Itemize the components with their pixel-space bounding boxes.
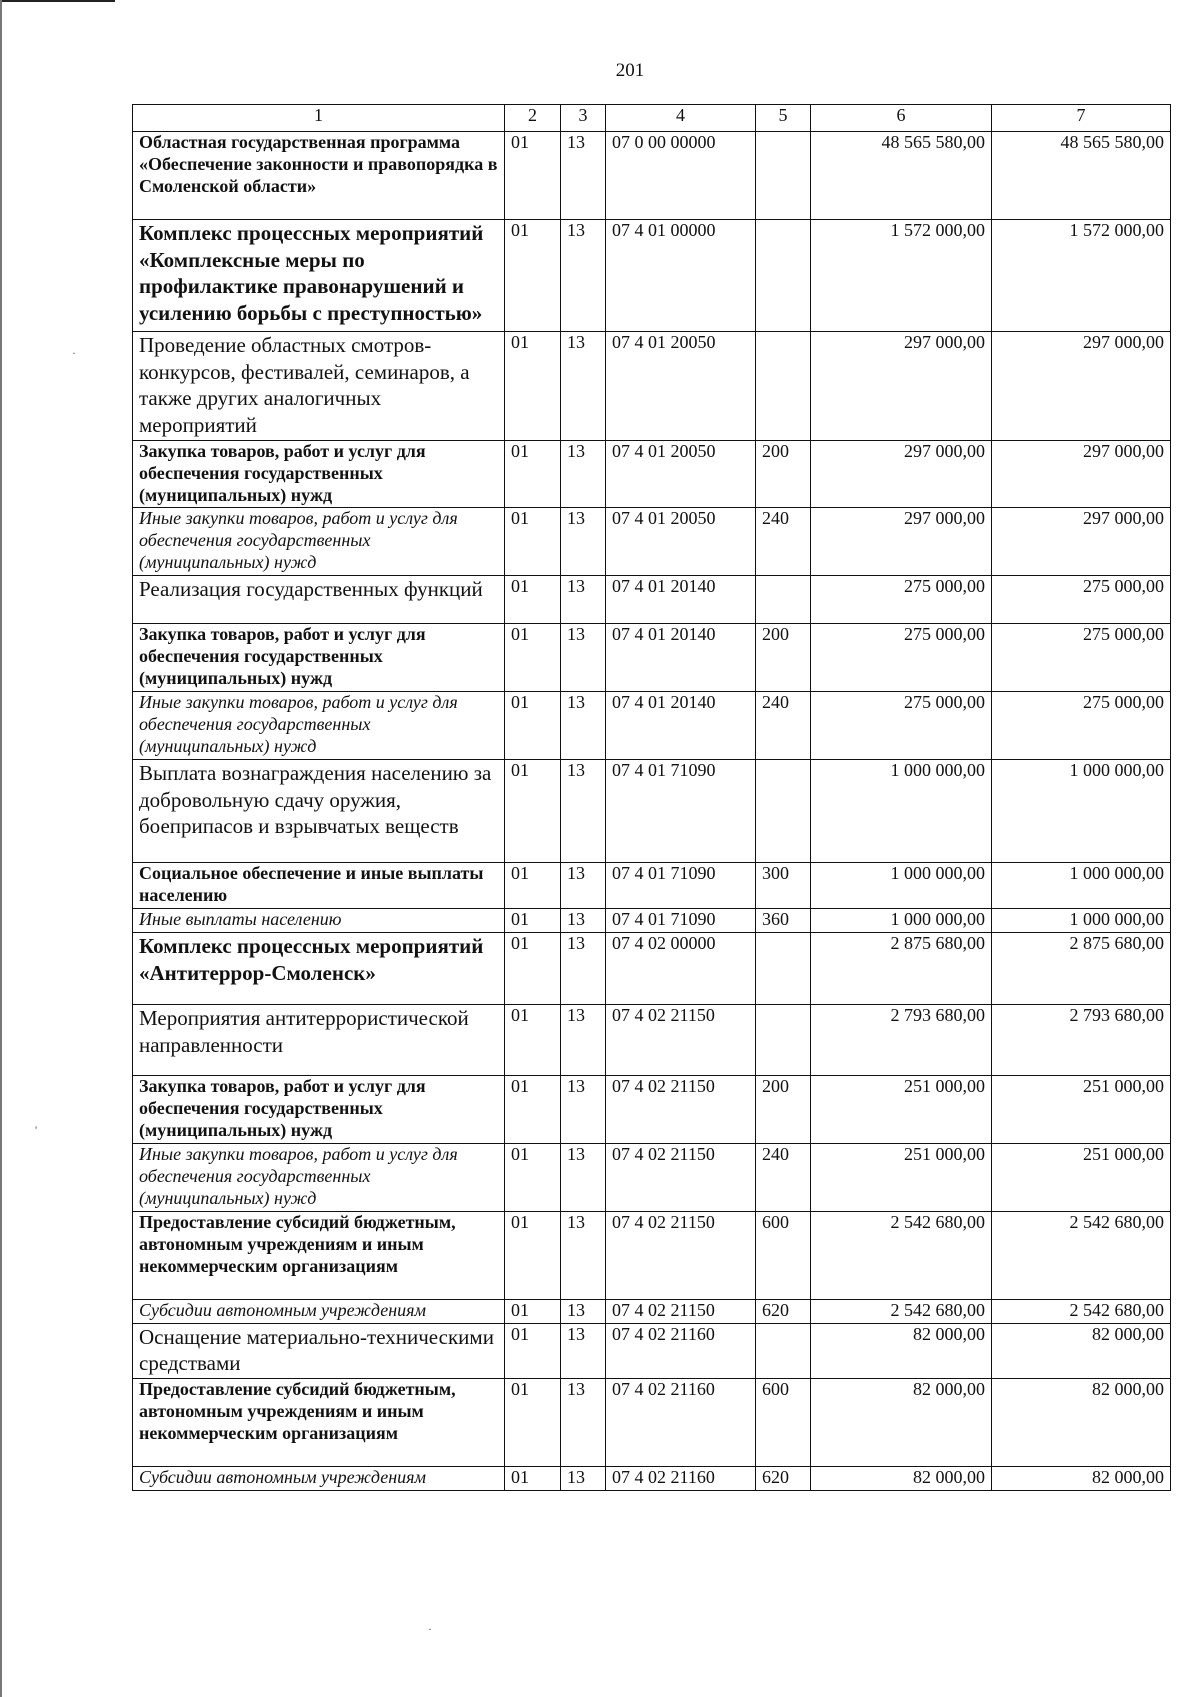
- cell-c5: 300: [756, 863, 811, 909]
- scan-border-left: [0, 0, 2, 1697]
- cell-c7: 2 542 680,00: [992, 1299, 1171, 1323]
- table-row: [133, 692, 1171, 760]
- cell-c5: 200: [756, 624, 811, 692]
- cell-c4: 07 4 02 21160: [606, 1378, 756, 1466]
- cell-c7: 275 000,00: [992, 576, 1171, 624]
- cell-c7: 251 000,00: [992, 1075, 1171, 1143]
- cell-c6: 2 793 680,00: [811, 1004, 992, 1075]
- cell-c2: 01: [505, 1323, 561, 1378]
- cell-c2: 01: [505, 760, 561, 863]
- cell-c6: 275 000,00: [811, 576, 992, 624]
- item-name-cell: Иные закупки товаров, работ и услуг для обеспечения государственных (муниципальных) нужд: [133, 508, 505, 576]
- cell-c6: 82 000,00: [811, 1378, 992, 1466]
- cell-c2: 01: [505, 508, 561, 576]
- cell-c2: 01: [505, 624, 561, 692]
- cell-c4: 07 4 02 21150: [606, 1211, 756, 1299]
- column-header: 5: [756, 105, 811, 132]
- cell-c5: [756, 932, 811, 1004]
- table-row: [133, 1143, 1171, 1211]
- cell-c2: 01: [505, 1211, 561, 1299]
- cell-c6: 2 542 680,00: [811, 1211, 992, 1299]
- table-row: [133, 508, 1171, 576]
- cell-c4: 07 4 02 21160: [606, 1466, 756, 1490]
- cell-c3: 13: [561, 1143, 606, 1211]
- cell-c3: 13: [561, 1378, 606, 1466]
- cell-c4: 07 4 01 20140: [606, 624, 756, 692]
- cell-c6: 275 000,00: [811, 692, 992, 760]
- cell-c5: 620: [756, 1466, 811, 1490]
- scan-border-top: [0, 0, 115, 2]
- cell-c2: 01: [505, 576, 561, 624]
- cell-c4: 07 4 02 21150: [606, 1299, 756, 1323]
- cell-c4: 07 4 01 20050: [606, 440, 756, 508]
- cell-c6: 1 000 000,00: [811, 760, 992, 863]
- cell-c2: 01: [505, 692, 561, 760]
- table-row: [133, 624, 1171, 692]
- cell-c6: 275 000,00: [811, 624, 992, 692]
- cell-c7: 82 000,00: [992, 1323, 1171, 1378]
- cell-c6: 251 000,00: [811, 1143, 992, 1211]
- table-row: [133, 1075, 1171, 1143]
- cell-c4: 07 4 01 71090: [606, 908, 756, 932]
- cell-c5: [756, 760, 811, 863]
- cell-c7: 2 793 680,00: [992, 1004, 1171, 1075]
- cell-c6: 82 000,00: [811, 1323, 992, 1378]
- cell-c5: 240: [756, 692, 811, 760]
- cell-c5: 200: [756, 440, 811, 508]
- table-row: [133, 440, 1171, 508]
- scan-speck: ·: [428, 1622, 432, 1636]
- cell-c7: 1 000 000,00: [992, 760, 1171, 863]
- cell-c5: [756, 132, 811, 220]
- cell-c7: 2 542 680,00: [992, 1211, 1171, 1299]
- cell-c3: 13: [561, 440, 606, 508]
- item-name-cell: Иные закупки товаров, работ и услуг для обеспечения государственных (муниципальных) нужд: [133, 692, 505, 760]
- cell-c4: 07 4 02 21160: [606, 1323, 756, 1378]
- cell-c2: 01: [505, 440, 561, 508]
- cell-c6: 251 000,00: [811, 1075, 992, 1143]
- table-row: [133, 220, 1171, 332]
- table-row: [133, 576, 1171, 624]
- cell-c4: 07 4 02 21150: [606, 1143, 756, 1211]
- cell-c7: 82 000,00: [992, 1378, 1171, 1466]
- table-row: [133, 760, 1171, 863]
- scan-speck: ': [35, 1123, 38, 1137]
- cell-c4: 07 4 01 20050: [606, 508, 756, 576]
- cell-c6: 82 000,00: [811, 1466, 992, 1490]
- cell-c4: 07 4 01 20140: [606, 576, 756, 624]
- page-number: 201: [615, 60, 645, 81]
- cell-c3: 13: [561, 1075, 606, 1143]
- cell-c7: 1 000 000,00: [992, 908, 1171, 932]
- cell-c7: 275 000,00: [992, 624, 1171, 692]
- cell-c5: 240: [756, 1143, 811, 1211]
- cell-c4: 07 4 01 00000: [606, 220, 756, 332]
- cell-c4: 07 4 02 00000: [606, 932, 756, 1004]
- cell-c3: 13: [561, 332, 606, 441]
- cell-c3: 13: [561, 760, 606, 863]
- cell-c3: 13: [561, 576, 606, 624]
- cell-c4: 07 0 00 00000: [606, 132, 756, 220]
- cell-c3: 13: [561, 932, 606, 1004]
- item-name-cell: Предоставление субсидий бюджетным, автономным учреждениям и иным некоммерческим организациям: [133, 1378, 505, 1466]
- item-name-cell: Социальное обеспечение и иные выплаты населению: [133, 863, 505, 909]
- cell-c5: 600: [756, 1211, 811, 1299]
- table-row: [133, 908, 1171, 932]
- budget-table: [132, 104, 1171, 1491]
- cell-c3: 13: [561, 1323, 606, 1378]
- cell-c7: 297 000,00: [992, 332, 1171, 441]
- cell-c5: [756, 220, 811, 332]
- cell-c7: 297 000,00: [992, 508, 1171, 576]
- cell-c7: 297 000,00: [992, 440, 1171, 508]
- table-header: [133, 105, 1171, 132]
- cell-c3: 13: [561, 1466, 606, 1490]
- cell-c2: 01: [505, 1143, 561, 1211]
- cell-c5: 360: [756, 908, 811, 932]
- cell-c2: 01: [505, 132, 561, 220]
- cell-c3: 13: [561, 508, 606, 576]
- cell-c3: 13: [561, 863, 606, 909]
- item-name-cell: Комплекс процессных мероприятий «Комплексные меры по профилактике правонарушений и усилению борьбы с преступностью»: [133, 220, 505, 332]
- item-name-cell: Выплата вознаграждения населению за добровольную сдачу оружия, боеприпасов и взрывчатых веществ: [133, 760, 505, 863]
- item-name-cell: Иные выплаты населению: [133, 908, 505, 932]
- cell-c6: 297 000,00: [811, 508, 992, 576]
- item-name-cell: Мероприятия антитеррористической направленности: [133, 1004, 505, 1075]
- cell-c3: 13: [561, 692, 606, 760]
- item-name-cell: Оснащение материально-техническими средствами: [133, 1323, 505, 1378]
- table-row: [133, 1004, 1171, 1075]
- cell-c3: 13: [561, 220, 606, 332]
- cell-c4: 07 4 02 21150: [606, 1004, 756, 1075]
- cell-c2: 01: [505, 332, 561, 441]
- cell-c2: 01: [505, 932, 561, 1004]
- header-row: [133, 105, 1171, 132]
- cell-c4: 07 4 02 21150: [606, 1075, 756, 1143]
- cell-c7: 1 572 000,00: [992, 220, 1171, 332]
- cell-c6: 1 572 000,00: [811, 220, 992, 332]
- cell-c3: 13: [561, 1299, 606, 1323]
- cell-c6: 2 542 680,00: [811, 1299, 992, 1323]
- column-header: 6: [811, 105, 992, 132]
- table-row: [133, 1211, 1171, 1299]
- cell-c4: 07 4 01 71090: [606, 760, 756, 863]
- scan-speck: ·: [72, 346, 76, 360]
- cell-c3: 13: [561, 1004, 606, 1075]
- cell-c7: 251 000,00: [992, 1143, 1171, 1211]
- table-row: [133, 1299, 1171, 1323]
- cell-c2: 01: [505, 1466, 561, 1490]
- item-name-cell: Субсидии автономным учреждениям: [133, 1299, 505, 1323]
- cell-c3: 13: [561, 132, 606, 220]
- item-name-cell: Закупка товаров, работ и услуг для обеспечения государственных (муниципальных) нужд: [133, 624, 505, 692]
- column-header: 3: [561, 105, 606, 132]
- column-header: 4: [606, 105, 756, 132]
- cell-c5: [756, 1004, 811, 1075]
- cell-c6: 297 000,00: [811, 440, 992, 508]
- cell-c3: 13: [561, 908, 606, 932]
- cell-c2: 01: [505, 1299, 561, 1323]
- item-name-cell: Комплекс процессных мероприятий «Антитеррор-Смоленск»: [133, 932, 505, 1004]
- cell-c5: [756, 332, 811, 441]
- cell-c7: 48 565 580,00: [992, 132, 1171, 220]
- cell-c5: 600: [756, 1378, 811, 1466]
- cell-c6: 1 000 000,00: [811, 908, 992, 932]
- cell-c5: 240: [756, 508, 811, 576]
- item-name-cell: Иные закупки товаров, работ и услуг для обеспечения государственных (муниципальных) нужд: [133, 1143, 505, 1211]
- cell-c5: [756, 1323, 811, 1378]
- cell-c4: 07 4 01 20050: [606, 332, 756, 441]
- cell-c5: 200: [756, 1075, 811, 1143]
- cell-c6: 2 875 680,00: [811, 932, 992, 1004]
- item-name-cell: Проведение областных смотров-конкурсов, фестивалей, семинаров, а также других аналогичных мероприятий: [133, 332, 505, 441]
- table-row: [133, 1378, 1171, 1466]
- item-name-cell: Реализация государственных функций: [133, 576, 505, 624]
- cell-c2: 01: [505, 220, 561, 332]
- cell-c5: [756, 576, 811, 624]
- table-row: [133, 932, 1171, 1004]
- cell-c2: 01: [505, 1378, 561, 1466]
- cell-c5: 620: [756, 1299, 811, 1323]
- cell-c2: 01: [505, 863, 561, 909]
- cell-c6: 1 000 000,00: [811, 863, 992, 909]
- table-row: [133, 1323, 1171, 1378]
- cell-c2: 01: [505, 1075, 561, 1143]
- item-name-cell: Закупка товаров, работ и услуг для обеспечения государственных (муниципальных) нужд: [133, 440, 505, 508]
- cell-c7: 1 000 000,00: [992, 863, 1171, 909]
- cell-c4: 07 4 01 20140: [606, 692, 756, 760]
- item-name-cell: Областная государственная программа «Обеспечение законности и правопорядка в Смоленской области»: [133, 132, 505, 220]
- cell-c4: 07 4 01 71090: [606, 863, 756, 909]
- column-header: 1: [133, 105, 505, 132]
- cell-c6: 48 565 580,00: [811, 132, 992, 220]
- column-header: 2: [505, 105, 561, 132]
- item-name-cell: Закупка товаров, работ и услуг для обеспечения государственных (муниципальных) нужд: [133, 1075, 505, 1143]
- cell-c7: 2 875 680,00: [992, 932, 1171, 1004]
- item-name-cell: Предоставление субсидий бюджетным, автономным учреждениям и иным некоммерческим организациям: [133, 1211, 505, 1299]
- table-row: [133, 863, 1171, 909]
- cell-c2: 01: [505, 1004, 561, 1075]
- cell-c2: 01: [505, 908, 561, 932]
- item-name-cell: Субсидии автономным учреждениям: [133, 1466, 505, 1490]
- cell-c6: 297 000,00: [811, 332, 992, 441]
- cell-c7: 275 000,00: [992, 692, 1171, 760]
- cell-c3: 13: [561, 624, 606, 692]
- cell-c3: 13: [561, 1211, 606, 1299]
- table-row: [133, 1466, 1171, 1490]
- column-header: 7: [992, 105, 1171, 132]
- table-row: [133, 132, 1171, 220]
- cell-c7: 82 000,00: [992, 1466, 1171, 1490]
- table-body: [133, 132, 1171, 1491]
- table-row: [133, 332, 1171, 441]
